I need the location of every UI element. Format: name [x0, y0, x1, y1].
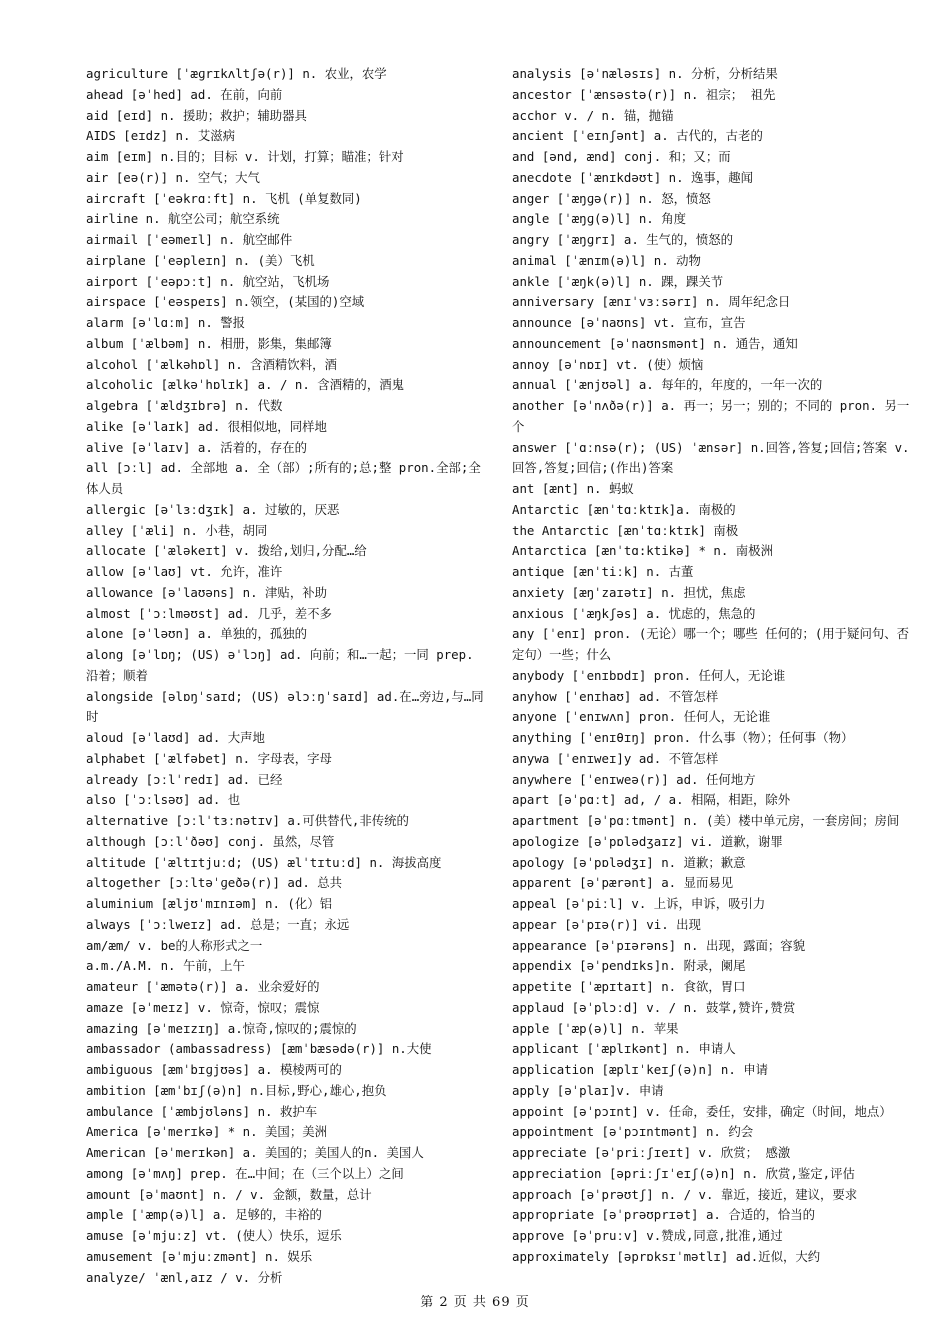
dictionary-entry: appetite [ˈæpɪtaɪt] n. 食欲，胃口 — [512, 979, 746, 994]
dictionary-entry: a.m./A.M. n. 午前，上午 — [86, 958, 245, 974]
dictionary-entry: appreciation [əpriːʃɪˈeɪʃ(ə)n] n. 欣赏,鉴定,评估 — [512, 1165, 855, 1181]
dictionary-entry: aluminium [æljʊˈmɪnɪəm] n. (化）铝 — [86, 896, 333, 911]
dictionary-entry: AIDS [eɪdz] n. 艾滋病 — [86, 128, 236, 144]
dictionary-entry: amazing [əˈmeɪzɪŋ] a.惊奇,惊叹的;震惊的 — [86, 1020, 357, 1036]
dictionary-entry: although [ɔːlˈðəʊ] conj. 虽然，尽管 — [86, 833, 335, 849]
dictionary-entry: alcohol [ˈælkəhɒl] n. 含酒精饮料，酒 — [86, 356, 337, 372]
dictionary-entry: always [ˈɔːlweɪz] ad. 总是；一直；永远 — [86, 916, 350, 932]
dictionary-entry: appropriate [əˈprəʊprɪət] a. 合适的，恰当的 — [512, 1207, 816, 1223]
dictionary-entry: and [ənd, ænd] conj. 和；又；而 — [512, 149, 731, 164]
dictionary-entry: approach [əˈprəʊtʃ] n. / v. 靠近，接近，建议，要求 — [512, 1186, 858, 1202]
dictionary-entry: anyhow [ˈenɪhaʊ] ad. 不管怎样 — [512, 688, 719, 704]
dictionary-entry: American [əˈmerɪkən] a. 美国的；美国人的n. 美国人 — [86, 1145, 424, 1160]
dictionary-entry: altitude [ˈæltɪtjuːd; (US) ælˈtɪtuːd] n. 海拔高度 — [86, 854, 442, 870]
dictionary-entry: anxious [ˈæŋkʃəs] a. 忧虑的，焦急的 — [512, 605, 756, 621]
dictionary-entry: applaud [əˈplɔːd] v. / n. 鼓掌,赞许,赞赏 — [512, 999, 796, 1015]
dictionary-entry: ancient [ˈeɪnʃənt] a. 古代的，古老的 — [512, 128, 763, 144]
dictionary-entry: annual [ˈænjʊəl] a. 每年的，年度的，一年一次的 — [512, 377, 823, 393]
dictionary-entry: appeal [əˈpiːl] v. 上诉，申诉，吸引力 — [512, 896, 766, 911]
dictionary-entry: anywhere [ˈenɪweə(r)] ad. 任何地方 — [512, 771, 756, 787]
dictionary-entry: air [eə(r)] n. 空气；大气 — [86, 169, 260, 185]
dictionary-entry: airport [ˈeəpɔːt] n. 航空站，飞机场 — [86, 273, 330, 289]
dictionary-entry: ankle [ˈæŋk(ə)l] n. 踝，踝关节 — [512, 273, 724, 289]
dictionary-entry: algebra [ˈældʒɪbrə] n. 代数 — [86, 398, 283, 413]
dictionary-entry: anxiety [æŋˈzaɪətɪ] n. 担忧，焦虑 — [512, 584, 746, 600]
dictionary-entry: anecdote [ˈænɪkdəʊt] n. 逸事，趣闻 — [512, 169, 753, 185]
dictionary-entry: ant [ænt] n. 蚂蚁 — [512, 481, 634, 496]
dictionary-entry: alike [əˈlaɪk] ad. 很相似地，同样地 — [86, 418, 327, 434]
dictionary-entry: ancestor [ˈænsəstə(r)] n. 祖宗； 祖先 — [512, 86, 776, 102]
dictionary-entry: alone [əˈləʊn] a. 单独的，孤独的 — [86, 626, 308, 642]
dictionary-entry: ample [ˈæmp(ə)l] a. 足够的，丰裕的 — [86, 1207, 322, 1223]
dictionary-entry: appointment [əˈpɔɪntmənt] n. 约会 — [512, 1124, 754, 1140]
dictionary-entry: among [əˈmʌŋ] prep. 在…中间；在（三个以上）之间 — [86, 1165, 404, 1181]
dictionary-entry: anniversary [ænɪˈvɜːsərɪ] n. 周年纪念日 — [512, 294, 791, 310]
dictionary-entry: apparent [əˈpærənt] a. 显而易见 — [512, 875, 734, 891]
dictionary-entry: amount [əˈmaʊnt] n. / v. 金额，数量，总计 — [86, 1186, 372, 1202]
dictionary-entry: application [æplɪˈkeɪʃ(ə)n] n. 申请 — [512, 1062, 769, 1077]
dictionary-entry: airspace [ˈeəspeɪs] n.领空，(某国的)空域 — [86, 294, 365, 310]
dictionary-entry: apple [ˈæp(ə)l] n. 苹果 — [512, 1020, 679, 1036]
dictionary-entry: ambiguous [æmˈbɪɡjʊəs] a. 模棱两可的 — [86, 1062, 342, 1077]
dictionary-entry: almost [ˈɔːlməʊst] ad. 几乎，差不多 — [86, 605, 332, 621]
dictionary-entry: anything [ˈenɪθɪŋ] pron. 什么事（物）；任何事（物） — [512, 730, 854, 745]
dictionary-entry: anyone [ˈenɪwʌn] pron. 任何人，无论谁 — [512, 709, 771, 725]
dictionary-entry: alarm [əˈlɑːm] n. 警报 — [86, 315, 246, 330]
dictionary-entry: amateur [ˈæmətə(r)] a. 业余爱好的 — [86, 979, 320, 994]
dictionary-entry: amusement [əˈmjuːzmənt] n. 娱乐 — [86, 1248, 313, 1264]
dictionary-entry: Antarctica [ænˈtɑ:ktikə] * n. 南极洲 — [512, 543, 773, 559]
dictionary-entry: airline n. 航空公司；航空系统 — [86, 211, 280, 227]
dictionary-entry: Antarctic [ænˈtɑːktɪk]a. 南极的 — [512, 501, 736, 517]
dictionary-entry: allocate [ˈæləkeɪt] v. 拨给,划归,分配…给 — [86, 543, 367, 559]
dictionary-entry: appear [əˈpɪə(r)] vi. 出现 — [512, 916, 701, 932]
dictionary-entry: amuse [əˈmjuːz] vt. (使人）快乐，逗乐 — [86, 1228, 342, 1243]
dictionary-entry: amaze [əˈmeɪz] v. 惊奇，惊叹；震惊 — [86, 999, 320, 1015]
dictionary-entry: appoint [əˈpɔɪnt] v. 任命，委任，安排，确定（时间，地点） — [512, 1103, 892, 1119]
dictionary-entry: alphabet [ˈælfəbet] n. 字母表，字母 — [86, 750, 332, 766]
dictionary-entry: airplane [ˈeəpleɪn] n. (美）飞机 — [86, 252, 315, 268]
dictionary-entry: alley [ˈæli] n. 小巷，胡同 — [86, 522, 268, 538]
dictionary-entry: appendix [əˈpendɪks]n. 附录，阑尾 — [512, 958, 746, 974]
dictionary-entry: apart [əˈpɑːt] ad, / a. 相隔，相距，除外 — [512, 792, 791, 808]
dictionary-entry: allowance [əˈlaʊəns] n. 津贴，补助 — [86, 584, 327, 600]
dictionary-entry: any [ˈenɪ] pron. (无论）哪一个；哪些 任何的；(用于疑问句、否定句）一些；什么 — [512, 626, 910, 662]
dictionary-entry: apology [əˈpɒlədʒɪ] n. 道歉；歉意 — [512, 854, 746, 870]
dictionary-entry: allow [əˈlaʊ] vt. 允许，准许 — [86, 564, 283, 579]
dictionary-entry: approve [əˈpruːv] v.赞成,同意,批准,通过 — [512, 1228, 783, 1243]
dictionary-entry: analysis [əˈnæləsɪs] n. 分析，分析结果 — [512, 66, 778, 81]
dictionary-entry: apply [əˈplaɪ]v. 申请 — [512, 1082, 664, 1098]
dictionary-entry: ambulance [ˈæmbjʊləns] n. 救护车 — [86, 1103, 318, 1119]
dictionary-entry: along [əˈlɒŋ; (US) əˈlɔŋ] ad. 向前；和…一起；一同 prep. 沿着；顺着 — [86, 647, 474, 683]
dictionary-entry: aloud [əˈlaʊd] ad. 大声地 — [86, 730, 265, 745]
dictionary-entry: another [əˈnʌðə(r)] a. 再一；另一；别的；不同的 pron. 另一个 — [512, 398, 910, 434]
dictionary-entry: antique [ænˈtiːk] n. 古董 — [512, 564, 694, 579]
dictionary-entry: anybody [ˈenɪbɒdɪ] pron. 任何人，无论谁 — [512, 667, 786, 683]
dictionary-entry: answer [ˈɑːnsə(r); (US) ˈænsər] n.回答,答复;回信;答案 v. 回答,答复;回信;(作出)答案 — [512, 439, 910, 476]
dictionary-entry: appreciate [əˈpriːʃɪeɪt] v. 欣赏； 感激 — [512, 1145, 791, 1160]
dictionary-entry: annoy [əˈnɒɪ] vt. (使）烦恼 — [512, 356, 704, 372]
dictionary-entry: aircraft [ˈeəkrɑːft] n. 飞机 (单复数同) — [86, 190, 362, 206]
dictionary-entry: acchor v. / n. 锚，抛锚 — [512, 107, 674, 123]
dictionary-entry: the Antarctic [ænˈtɑːktɪk] 南极 — [512, 522, 739, 538]
dictionary-entry: angle [ˈæŋɡ(ə)l] n. 角度 — [512, 211, 686, 227]
dictionary-entry: America [əˈmerɪkə] * n. 美国；美洲 — [86, 1124, 327, 1140]
dictionary-entry: anger [ˈæŋɡə(r)] n. 怒，愤怒 — [512, 190, 711, 206]
dictionary-entry: appearance [əˈpɪərəns] n. 出现，露面；容貌 — [512, 937, 806, 953]
dictionary-entry: altogether [ɔːltəˈɡeðə(r)] ad. 总共 — [86, 875, 343, 891]
dictionary-entry: anywa [ˈenɪweɪ]y ad. 不管怎样 — [512, 750, 719, 766]
dictionary-entry: aid [eɪd] n. 援助；救护；辅助器具 — [86, 107, 307, 123]
dictionary-entry: announce [əˈnaʊns] vt. 宣布，宣告 — [512, 315, 746, 330]
dictionary-entry: alongside [əlɒŋˈsaɪd; (US) əlɔːŋˈsaɪd] ad.在…旁边,与…同时 — [86, 688, 484, 725]
dictionary-entry: ahead [əˈhed] ad. 在前，向前 — [86, 86, 283, 102]
dictionary-entry: applicant [ˈæplɪkənt] n. 申请人 — [512, 1041, 736, 1057]
dictionary-entry: apartment [əˈpɑːtmənt] n. (美）楼中单元房，一套房间；房间 — [512, 813, 900, 828]
dictionary-entry: animal [ˈænɪm(ə)l] n. 动物 — [512, 252, 701, 268]
dictionary-entry: am/æm/ v. be的人称形式之一 — [86, 937, 263, 953]
dictionary-entry: allergic [əˈlɜːdʒɪk] a. 过敏的，厌恶 — [86, 501, 340, 517]
dictionary-entry: alternative [ɔːlˈtɜːnətɪv] a.可供替代,非传统的 — [86, 813, 409, 828]
dictionary-entry: angry [ˈæŋɡrɪ] a. 生气的，愤怒的 — [512, 232, 734, 247]
dictionary-entry: ambition [æmˈbɪʃ(ə)n] n.目标,野心,雄心,抱负 — [86, 1082, 387, 1098]
dictionary-entry: announcement [əˈnaʊnsmənt] n. 通告，通知 — [512, 335, 798, 351]
page-footer: 第 2 页 共 69 页 — [420, 1295, 530, 1310]
dictionary-entry: analyze/ ˈænl,aɪz / v. 分析 — [86, 1269, 283, 1285]
dictionary-entry: alive [əˈlaɪv] a. 活着的，存在的 — [86, 439, 308, 455]
dictionary-entry: ambassador (ambassadress) [æmˈbæsədə(r)] n.大使 — [86, 1041, 432, 1057]
dictionary-entry: agriculture [ˈæɡrɪkʌltʃə(r)] n. 农业，农学 — [86, 66, 387, 81]
right-column — [512, 64, 912, 1268]
dictionary-entry: already [ɔːlˈredɪ] ad. 已经 — [86, 771, 283, 787]
dictionary-entry: apologize [əˈpɒlədʒaɪz] vi. 道歉，谢罪 — [512, 833, 783, 849]
dictionary-entry: approximately [əprɒksɪˈmətlɪ] ad.近似，大约 — [512, 1248, 821, 1264]
dictionary-entry: aim [eɪm] n.目的；目标 v. 计划，打算；瞄准；针对 — [86, 149, 404, 164]
dictionary-entry: also [ˈɔːlsəʊ] ad. 也 — [86, 792, 241, 808]
dictionary-entry: alcoholic [ælkəˈhɒlɪk] a. / n. 含酒精的，酒鬼 — [86, 377, 404, 393]
dictionary-entry: album [ˈælbəm] n. 相册，影集，集邮簿 — [86, 335, 332, 351]
dictionary-entry: airmail [ˈeəmeɪl] n. 航空邮件 — [86, 232, 293, 247]
dictionary-entry: all [ɔːl] ad. 全部地 a. 全（部）;所有的;总;整 pron.全部;全体人员 — [86, 460, 481, 496]
left-column — [86, 64, 486, 1288]
